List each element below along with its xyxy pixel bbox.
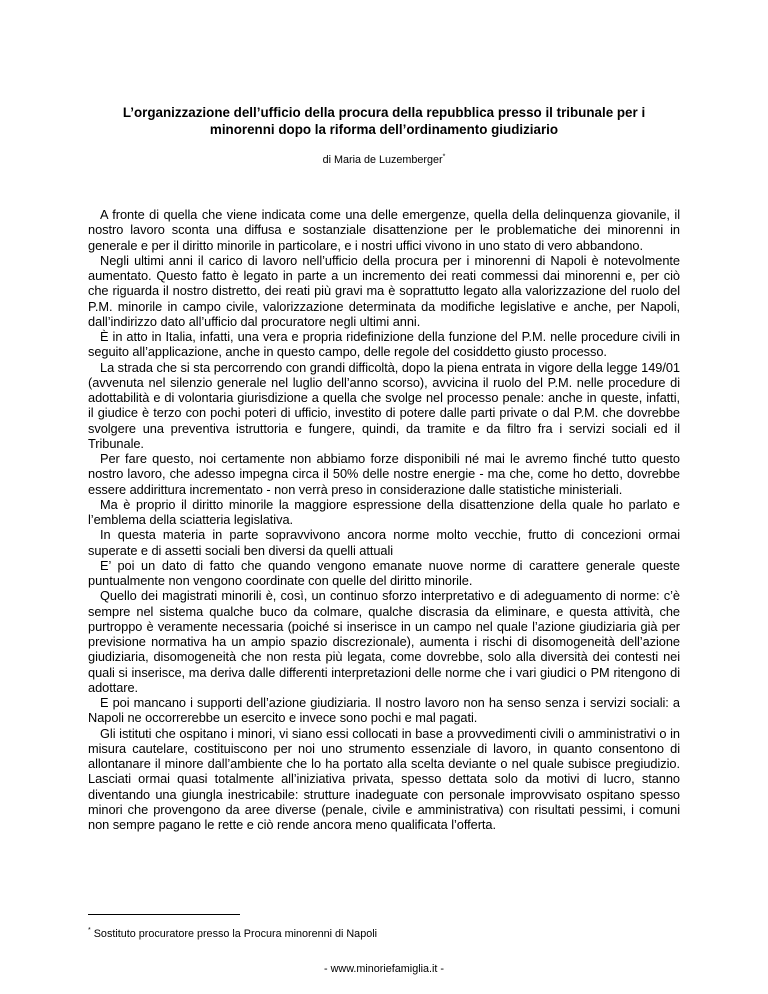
paragraph: Per fare questo, noi certamente non abbiamo forze disponibili né mai le avremo finché tutto questo nostro lavoro, che adesso impegna circa il 50% delle nostre energie - ma che, come ho detto, dovrebbe essere addirittura incrementato - non verrà preso in considerazione dalle statistiche ministeriali. xyxy=(88,451,680,497)
paragraph: Quello dei magistrati minorili è, così, un continuo sforzo interpretativo e di adeguamento di norme: c’è sempre nel sistema qualche buco da colmare, qualche discrasia da eliminare, e questa attività, che purtroppo è veramente necessaria (poiché si inserisce in un campo nel quale l’azione giudiziaria già per previsione normativa ha un ampio spazio discrezionale), aumenta i rischi di disomogeneità dell’azione giudiziaria, disomogeneità che non resta più legata, come dovrebbe, solo alla diversità dei contesti nei quali si inserisce, ma deriva dalle differenti interpretazioni delle norme che i vari giudici o PM ritengono di adottare. xyxy=(88,588,680,695)
footnote-reference: * xyxy=(442,153,446,161)
paragraph: È in atto in Italia, infatti, una vera e propria ridefinizione della funzione del P.M. nelle procedure civili in seguito all’applicazione, anche in questo campo, delle regole del cosiddetto giusto processo. xyxy=(88,329,680,360)
footnote-mark: * xyxy=(88,927,91,935)
footnote xyxy=(88,928,377,941)
paragraph: A fronte di quella che viene indicata come una delle emergenze, quella della delinquenza giovanile, il nostro lavoro sconta una diffusa e sostanziale disattenzione per le problematiche dei minorenni in generale e per il diritto minorile in particolare, e i nostri uffici vivono in uno stato di vero abbandono. xyxy=(88,207,680,253)
footnote-divider xyxy=(88,914,240,915)
paragraph: Negli ultimi anni il carico di lavoro nell’ufficio della procura per i minorenni di Napoli è notevolmente aumentato. Questo fatto è legato in parte a un incremento dei reati commessi dai minorenni e, per ciò che riguarda il nostro distretto, dei reati più gravi ma è soprattutto legato alla valorizzazione del ruolo del P.M. minorile in campo civile, valorizzazione determinata da modifiche legislative e anche, per Napoli, dall’indirizzo dato all’ufficio dal procuratore negli ultimi anni. xyxy=(88,252,680,329)
footnote-text: Sostituto procuratore presso la Procura minorenni di Napoli xyxy=(93,928,377,940)
article-body xyxy=(88,207,680,832)
paragraph: La strada che si sta percorrendo con grandi difficoltà, dopo la piena entrata in vigore della legge 149/01 (avvenuta nel silenzio generale nel luglio dell’anno scorso), avvicina il ruolo del P.M. nelle procedure di adottabilità e di volontaria giurisdizione a quella che svolge nel processo penale: anche in queste, infatti, il giudice è terzo con pochi poteri di ufficio, investito di potere dalle parti private o dal P.M. che dovrebbe svolgere una preventiva istruttoria e fungere, quindi, da tramite e da filtro fra i servizi sociali ed il Tribunale. xyxy=(88,359,680,451)
paragraph: Gli istituti che ospitano i minori, vi siano essi collocati in base a provvedimenti civili o amministrativi o in misura cautelare, costituiscono per noi uno strumento essenziale di lavoro, in quanto consentono di allontanare il minore dall’ambiente che lo ha portato alla scelta deviante o nel quale subisce pregiudizio. Lasciati ormai quasi totalmente all’iniziativa privata, spesso dettata solo da motivi di lucro, stanno diventando una giungla inestricabile: strutture inadeguate con personale improvvisato ospitano spesso minori che provengono da aree diverse (penale, civile e amministrativa) con risultati pessimi, i comuni non sempre pagano le rette e ciò rende ancora meno qualificata l’offerta. xyxy=(88,725,680,832)
document-title: L’organizzazione dell’ufficio della procura della repubblica presso il tribunale per i minorenni dopo la riforma dell’ordinamento giudiziario xyxy=(122,105,646,137)
author-name: di Maria de Luzemberger xyxy=(322,154,443,166)
paragraph: E poi mancano i supporti dell’azione giudiziaria. Il nostro lavoro non ha senso senza i servizi sociali: a Napoli ne occorrerebbe un esercito e invece sono pochi e mal pagati. xyxy=(88,695,680,726)
page-footer: - www.minoriefamiglia.it - xyxy=(324,963,444,975)
paragraph: E’ poi un dato di fatto che quando vengono emanate nuove norme di carattere generale queste puntualmente non vengono coordinate con quelle del diritto minorile. xyxy=(88,557,680,588)
paragraph: In questa materia in parte sopravvivono ancora norme molto vecchie, frutto di concezioni ormai superate e di assetti sociali ben diversi da quelli attuali xyxy=(88,527,680,558)
paragraph: Ma è proprio il diritto minorile la maggiore espressione della disattenzione della quale ho parlato e l’emblema della sciatteria legislativa. xyxy=(88,496,680,527)
author-byline xyxy=(0,153,768,167)
